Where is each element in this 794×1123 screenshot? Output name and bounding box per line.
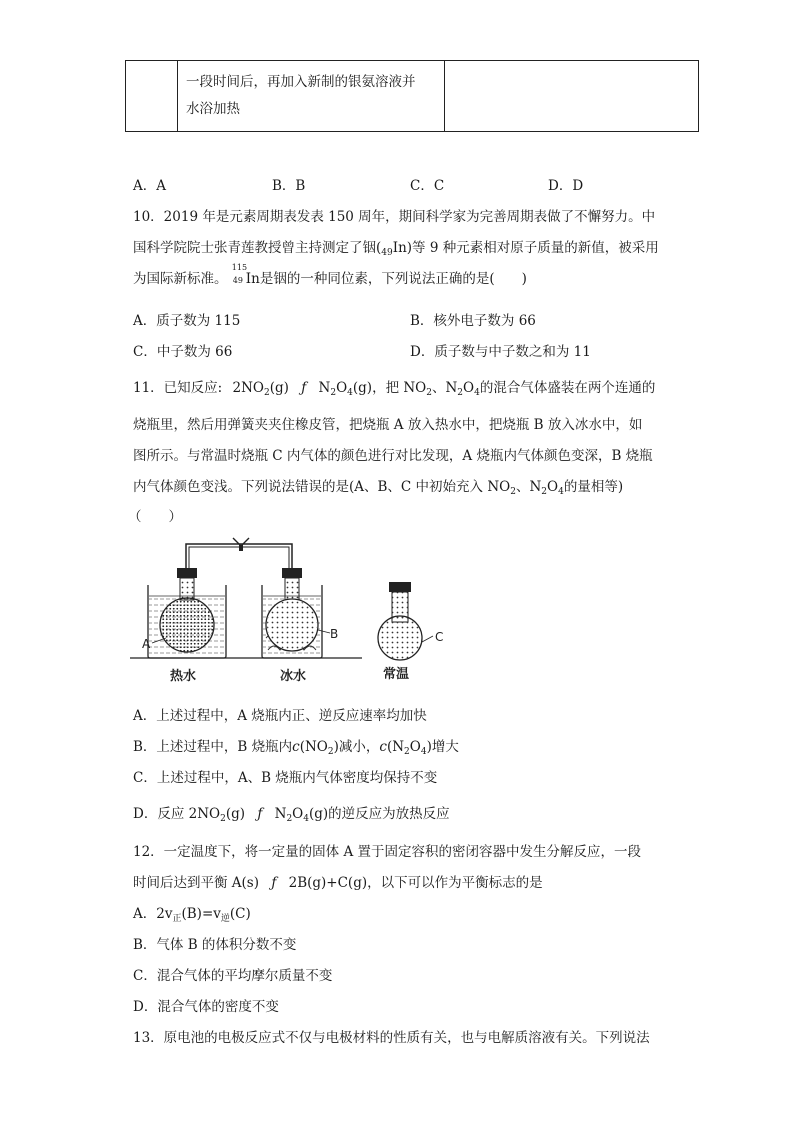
q10-line-1: 10．2019 年是元素周期表发表 150 周年，期间科学家为完善周期表做了不懈努力。中 xyxy=(133,209,656,225)
table-row xyxy=(126,61,699,132)
q11-line-1: 11．已知反应: $2NO_2(g)$ ƒ $N_2O_4(g)$，把 $NO_2$、$N_2O_4$的混合气体盛装在两个连通的 xyxy=(133,380,656,398)
q12-line-2: 时间后达到平衡 A(s) ƒ 2B(g)+C(g)，以下可以作为平衡标志的是 xyxy=(133,875,543,891)
q12-line-1: 12．一定温度下，将一定量的固体 A 置于固定容积的密闭容器中发生分解反应，一段 xyxy=(133,844,642,860)
label-c: C xyxy=(435,630,444,644)
q11-option-c: C．上述过程中，A、B 烧瓶内气体密度均保持不变 xyxy=(133,770,438,786)
label-b: B xyxy=(330,627,339,641)
q10-option-a: A．质子数为 115 xyxy=(133,313,241,329)
label-a: A xyxy=(142,637,151,651)
flask-apparatus-figure xyxy=(130,530,460,690)
q10-option-b: B．核外电子数为 66 xyxy=(410,313,536,329)
q11-line-3: 图所示。与常温时烧瓶 C 内气体的颜色进行对比发现，A 烧瓶内气体颜色变深，B 烧瓶 xyxy=(133,448,653,464)
flask-b xyxy=(266,568,318,651)
q11-option-b: B．上述过程中，B 烧瓶内$c(NO_2)$减小，$c(N_2O_4)$增大 xyxy=(133,739,459,757)
q12-option-d: D．混合气体的密度不变 xyxy=(133,999,279,1015)
table-cell-text xyxy=(178,61,445,132)
q9-option-b: B．B xyxy=(272,178,306,194)
q12-option-b: B．气体 B 的体积分数不变 xyxy=(133,937,297,953)
table-cell-empty xyxy=(444,61,698,132)
caption-room-temp: 常温 xyxy=(383,667,410,682)
q11-line-4: 内气体颜色变浅。下列说法错误的是(A、B、C 中初始充入 $NO_2$、$N_2O_4$的量相等) xyxy=(133,479,624,497)
q10-line-2: 国科学院院士张青莲教授曾主持测定了铟$(_{49}In)$等 9 种元素相对原子质量的新值，被采用 xyxy=(133,240,659,258)
caption-hot-water: 热水 xyxy=(170,669,197,684)
q11-option-d: D．反应 $2NO_2(g)$ ƒ $N_2O_4(g)$的逆反应为放热反应 xyxy=(133,806,450,824)
caption-ice-water: 冰水 xyxy=(280,669,307,684)
table-line-1: 一段时间后，再加入新制的银氨溶液并 xyxy=(186,74,416,90)
q11-line-2: 烧瓶里，然后用弹簧夹夹住橡皮管，把烧瓶 A 放入热水中，把烧瓶 B 放入冰水中，如 xyxy=(133,417,643,433)
q12-option-a: A．$2v_正(B)=v_逆(C)$ xyxy=(133,906,251,924)
q10-line-3: 为国际新标准。 115 49 In是铟的一种同位素，下列说法正确的是( ) xyxy=(133,263,527,287)
q13-line-1: 13．原电池的电极反应式不仅与电极材料的性质有关，也与电解质溶液有关。下列说法 xyxy=(133,1030,650,1046)
q12-option-c: C．混合气体的平均摩尔质量不变 xyxy=(133,968,333,984)
q9-option-a: A．A xyxy=(133,178,166,194)
q10-option-d: D．质子数与中子数之和为 11 xyxy=(410,344,591,360)
table-line-2: 水浴加热 xyxy=(186,101,241,117)
q9-option-d: D．D xyxy=(548,178,584,194)
flask-a xyxy=(160,568,214,652)
q11-line-5: （ ） xyxy=(128,509,182,525)
flask-c xyxy=(378,582,422,660)
nuclide-notation: 115 49 xyxy=(231,263,248,285)
q11-option-a: A．上述过程中，A 烧瓶内正、逆反应速率均加快 xyxy=(133,708,427,724)
q10-option-c: C．中子数为 66 xyxy=(133,344,233,360)
table-cell-blank xyxy=(126,61,178,132)
answer-table xyxy=(125,60,699,132)
q9-option-c: C．C xyxy=(410,178,445,194)
